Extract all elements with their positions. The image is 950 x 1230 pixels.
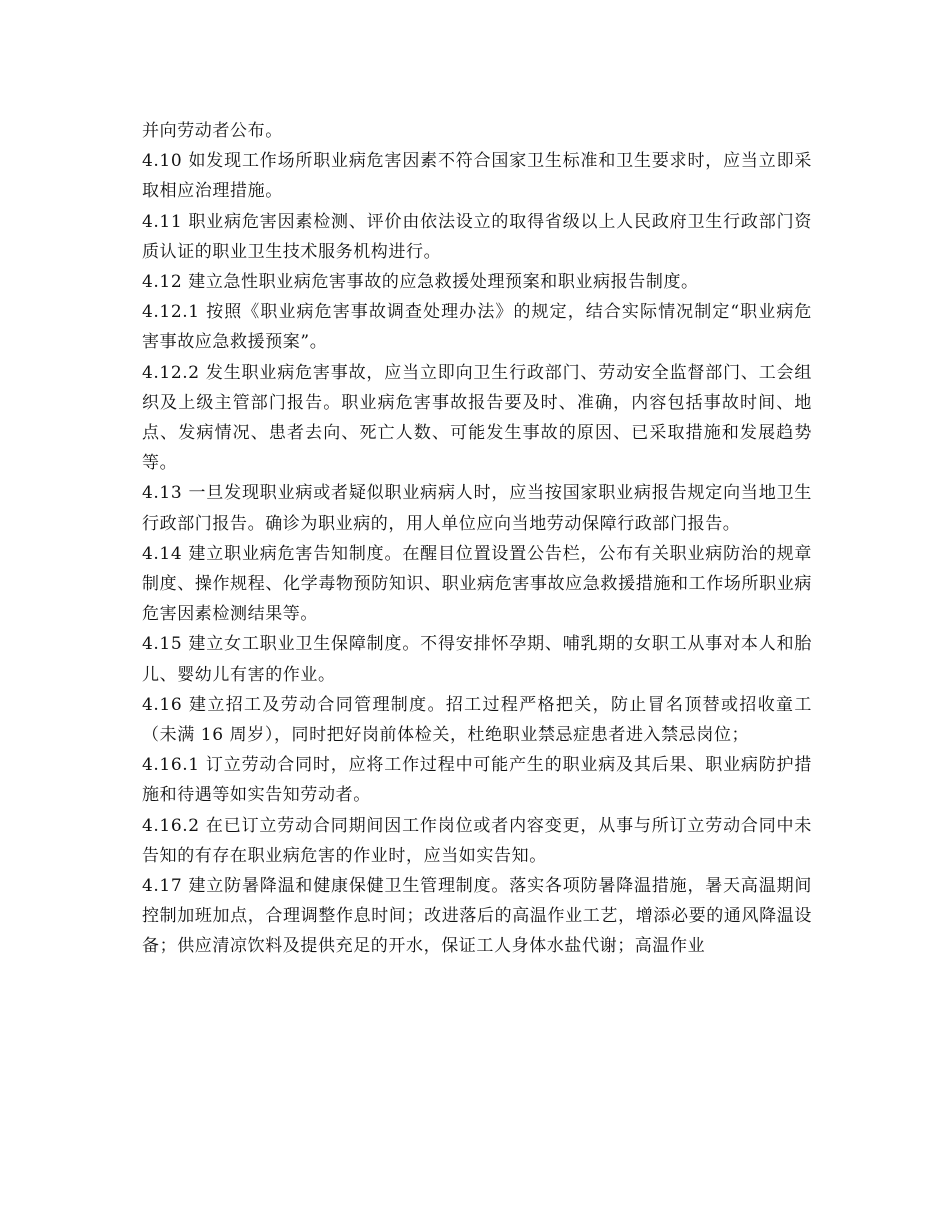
- paragraph-4-17: 4.17 建立防暑降温和健康保健卫生管理制度。落实各项防暑降温措施，暑天高温期间控制加班加点，合理调整作息时间；改进落后的高温作业工艺，增添必要的通风降温设备；供应清凉饮料及提供充足的开水，保证工人身体水盐代谢；高温作业: [142, 876, 812, 957]
- paragraph-4-12-1: 4.12.1 按照《职业病危害事故调查处理办法》的规定，结合实际情况制定“职业病危害事故应急救援预案”。: [142, 302, 812, 353]
- paragraph-4-16: 4.16 建立招工及劳动合同管理制度。招工过程严格把关，防止冒名顶替或招收童工（未满 16 周岁），同时把好岗前体检关，杜绝职业禁忌症患者进入禁忌岗位；: [142, 694, 812, 746]
- paragraph-4-12-2: 4.12.2 发生职业病危害事故，应当立即向卫生行政部门、劳动安全监督部门、工会组织及上级主管部门报告。职业病危害事故报告要及时、准确，内容包括事故时间、地点、发病情况、患者去向、死亡人数、可能发生事故的原因、已采取措施和发展趋势等。: [142, 362, 812, 474]
- paragraph-4-10: 4.10 如发现工作场所职业病危害因素不符合国家卫生标准和卫生要求时，应当立即采取相应治理措施。: [142, 151, 812, 202]
- paragraph-4-11: 4.11 职业病危害因素检测、评价由依法设立的取得省级以上人民政府卫生行政部门资质认证的职业卫生技术服务机构进行。: [142, 211, 812, 262]
- paragraph-4-16-1: 4.16.1 订立劳动合同时，应将工作过程中可能产生的职业病及其后果、职业病防护措施和待遇等如实告知劳动者。: [142, 755, 812, 806]
- paragraph-4-12: 4.12 建立急性职业病危害事故的应急救援处理预案和职业病报告制度。: [142, 272, 699, 293]
- paragraph-4-13: 4.13 一旦发现职业病或者疑似职业病病人时，应当按国家职业病报告规定向当地卫生行政部门报告。确诊为职业病的，用人单位应向当地劳动保障行政部门报告。: [142, 483, 812, 534]
- paragraph-4-16-2: 4.16.2 在已订立劳动合同期间因工作岗位或者内容变更，从事与所订立劳动合同中未告知的有存在职业病危害的作业时，应当如实告知。: [142, 815, 812, 866]
- paragraph-4-14: 4.14 建立职业病危害告知制度。在醒目位置设置公告栏，公布有关职业病防治的规章制度、操作规程、化学毒物预防知识、职业病危害事故应急救援措施和工作场所职业病危害因素检测结果等。: [142, 543, 812, 625]
- paragraph-4-15: 4.15 建立女工职业卫生保障制度。不得安排怀孕期、哺乳期的女职工从事对本人和胎儿、婴幼儿有害的作业。: [142, 634, 812, 685]
- document-body: [142, 116, 812, 962]
- paragraph-continuation: 并向劳动者公布。: [142, 121, 283, 141]
